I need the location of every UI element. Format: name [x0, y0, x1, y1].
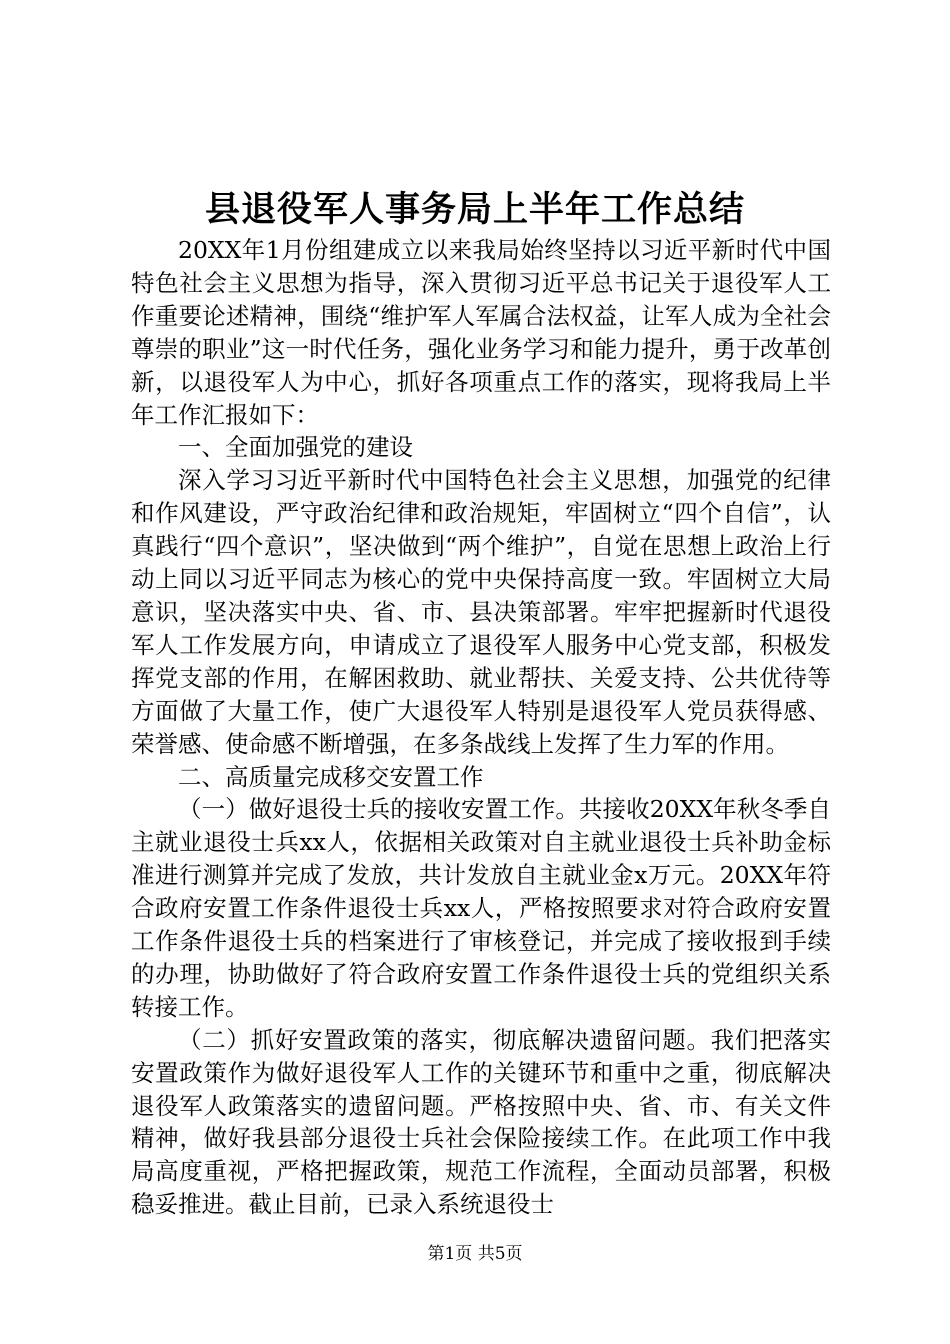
document-body: [131, 234, 831, 1221]
paragraph-subsection-2: （二）抓好安置政策的落实，彻底解决遗留问题。我们把落实安置政策作为做好退役军人工作的关键环节和重中之重，彻底解决退役军人政策落实的遗留问题。严格按照中央、省、市、有关文件精神，做好我县部分退役士兵社会保险接续工作。在此项工作中我局高度重视，严格把握政策，规范工作流程，全面动员部署，积极稳妥推进。截止目前，已录入系统退役士: [131, 1025, 831, 1219]
paragraph-party-building: 深入学习习近平新时代中国特色社会主义思想，加强党的纪律和作风建设，严守政治纪律和政治规矩，牢固树立“四个自信”，认真践行“四个意识”，坚决做到“两个维护”，自觉在思想上政治上行动上同以习近平同志为核心的党中央保持高度一致。牢固树立大局意识，坚决落实中央、省、市、县决策部署。牢牢把握新时代退役军人工作发展方向，申请成立了退役军人服务中心党支部，积极发挥党支部的作用，在解困救助、就业帮扶、关爱支持、公共优待等方面做了大量工作，使广大退役军人特别是退役军人党员获得感、荣誉感、使命感不断增强，在多条战线上发挥了生力军的作用。: [131, 466, 831, 758]
paragraph-subsection-1: （一）做好退役士兵的接收安置工作。共接收20XX年秋冬季自主就业退役士兵xx人，依据相关政策对自主就业退役士兵补助金标准进行测算并完成了发放，共计发放自主就业金x万元。20XX年符合政府安置工作条件退役士兵xx人，严格按照要求对符合政府安置工作条件退役士兵的档案进行了审核登记，并完成了接收报到手续的办理，协助做好了符合政府安置工作条件退役士兵的党组织关系转接工作。: [131, 795, 831, 1021]
paragraph-intro: 20XX年1月份组建成立以来我局始终坚持以习近平新时代中国特色社会主义思想为指导，深入贯彻习近平总书记关于退役军人工作重要论述精神，围绕“维护军人军属合法权益，让军人成为全社会尊崇的职业”这一时代任务，强化业务学习和能力提升，勇于改革创新，以退役军人为中心，抓好各项重点工作的落实，现将我局上半年工作汇报如下：: [131, 236, 831, 429]
section-heading-1: 一、全面加强党的建设: [178, 433, 413, 462]
section-heading-2: 二、高质量完成移交安置工作: [178, 762, 484, 791]
document-title: 县退役军人事务局上半年工作总结: [204, 189, 745, 230]
page-footer: 第1页 共5页: [427, 1244, 523, 1264]
